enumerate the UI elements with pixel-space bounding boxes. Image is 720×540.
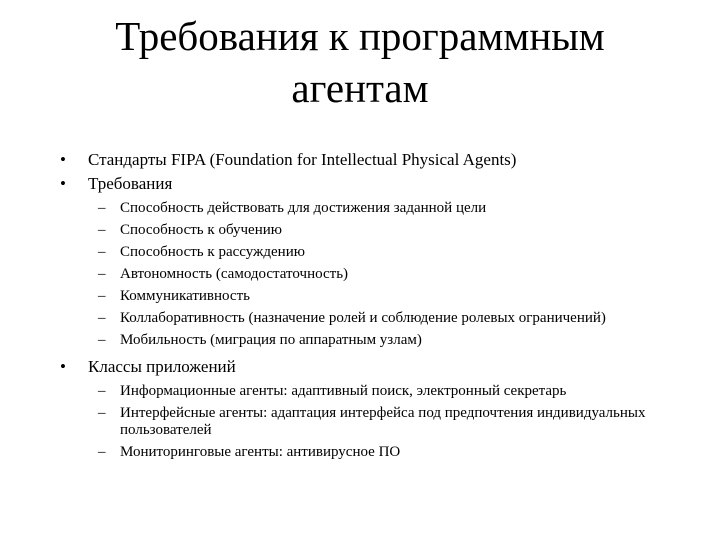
bullet-text: Классы приложений: [88, 357, 236, 376]
dash-icon: –: [98, 222, 106, 238]
bullet-icon: •: [60, 357, 66, 376]
list-item-text: Способность к обучению: [120, 222, 282, 238]
dash-icon: –: [98, 266, 106, 282]
slide-title: [0, 10, 720, 114]
list-item: [60, 200, 680, 217]
list-item: [60, 288, 680, 305]
dash-icon: –: [98, 444, 106, 460]
dash-icon: –: [98, 200, 106, 216]
list-item-text: Коммуникативность: [120, 288, 250, 304]
list-item: [60, 405, 680, 439]
dash-icon: –: [98, 288, 106, 304]
list-item-text: Автономность (самодостаточность): [120, 266, 349, 282]
dash-icon: –: [98, 383, 106, 399]
slide-title-line-2: агентам: [291, 65, 429, 111]
list-item-text: Мобильность (миграция по аппаратным узлам): [120, 332, 422, 348]
bullet-application-classes: [60, 355, 680, 379]
bullet-icon: •: [60, 174, 66, 193]
list-item: [60, 383, 680, 400]
list-item-text: Способность к рассуждению: [120, 244, 305, 260]
bullet-requirements: [60, 172, 680, 196]
list-item: [60, 266, 680, 283]
requirements-list: [60, 200, 680, 349]
bullet-text: Требования: [88, 174, 173, 193]
list-item-text: Мониторинговые агенты: антивирусное ПО: [120, 444, 401, 460]
list-item: [60, 222, 680, 239]
application-classes-list: [60, 383, 680, 461]
list-item: [60, 332, 680, 349]
list-item: [60, 244, 680, 261]
dash-icon: –: [98, 244, 106, 260]
list-item-text: Интерфейсные агенты: адаптация интерфейса под предпочтения индивидуальных пользователей: [120, 405, 646, 438]
list-item-text: Информационные агенты: адаптивный поиск, электронный секретарь: [120, 383, 567, 399]
dash-icon: –: [98, 310, 106, 326]
list-item: [60, 310, 680, 327]
bullet-fipa-standards: [60, 148, 680, 172]
bullet-text: Стандарты FIPA (Foundation for Intellectual Physical Agents): [88, 150, 517, 169]
slide-content: [60, 148, 680, 466]
dash-icon: –: [98, 332, 106, 348]
list-item: [60, 444, 680, 461]
dash-icon: –: [98, 405, 106, 421]
slide-title-line-1: Требования к программным: [115, 13, 605, 59]
list-item-text: Способность действовать для достижения заданной цели: [120, 200, 487, 216]
bullet-icon: •: [60, 150, 66, 169]
list-item-text: Коллаборативность (назначение ролей и соблюдение ролевых ограничений): [120, 310, 606, 326]
